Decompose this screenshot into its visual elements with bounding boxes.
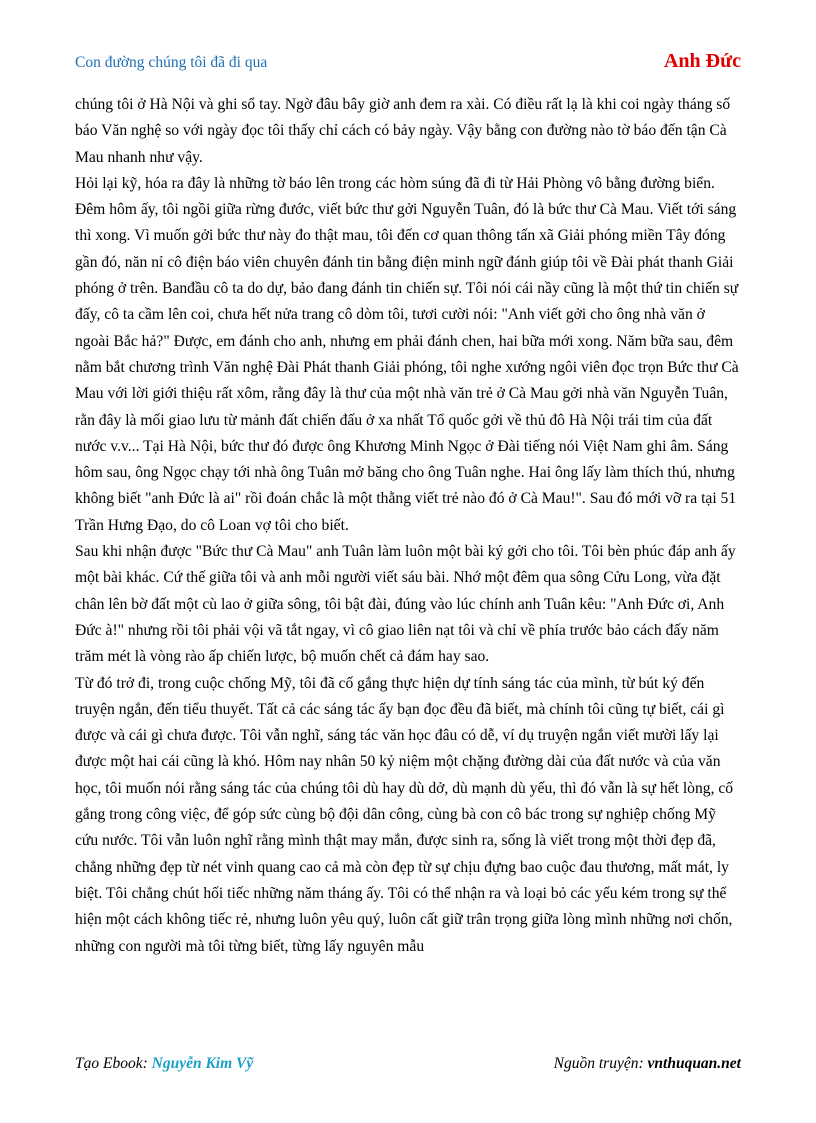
page-body <box>75 92 741 960</box>
source-separator: : <box>638 1055 648 1072</box>
ebook-credit <box>75 1055 253 1073</box>
paragraph: Từ đó trở đi, trong cuộc chống Mỹ, tôi đã cố gắng thực hiện dự tính sáng tác của mình, từ bút ký đến truyện ngắn, đến tiểu thuyết. Tất cả các sáng tác ấy bạn đọc đều đã biết, mà chính tôi cũng tự biết, cái gì được và cái gì chưa được. Tôi vẫn nghĩ, sáng tác văn học đâu có dễ, ví dụ truyện ngắn viết mười lấy lại được một hai cái cũng là khó. Hôm nay nhân 50 kỷ niệm một chặng đường dài của đất nước và của văn học, tôi muốn nói rằng sáng tác của chúng tôi dù hay dù dở, dù mạnh dù yếu, thì đó vẫn là sự hết lòng, cố gắng trong công việc, để góp sức cùng bộ đội dân công, cùng bà con cô bác trong sự nghiệp chống Mỹ cứu nước. Tôi vẫn luôn nghĩ rằng mình thật may mắn, được sinh ra, sống là viết trong một thời đẹp đã, chẳng những đẹp từ nét vinh quang cao cả mà còn đẹp từ sự chịu đựng bao cuộc đau thương, mất mát, ly biệt. Tôi chẳng chút hối tiếc những năm tháng ấy. Tôi có thể nhận ra và loại bỏ các yếu kém trong sự thể hiện một cách không tiếc rẻ, nhưng luôn yêu quý, luôn cất giữ trân trọng giữa lòng mình những nơi chốn, những con người mà tôi từng biết, từng lấy nguyên mẫu <box>75 674 734 955</box>
paragraph: Hỏi lại kỹ, hóa ra đây là những tờ báo lên trong các hòm súng đã đi từ Hải Phòng vô bằng đường biển. Đêm hôm ấy, tôi ngồi giữa rừng đước, viết bức thư gởi Nguyễn Tuân, đó là bức thư Cà Mau. Viết tới sáng thì xong. Vì muốn gởi bức thư này đo thật mau, tôi đến cơ quan thông tấn xã Giải phóng miền Tây đóng gần đó, năn nỉ cô điện báo viên chuyên đánh tin bằng điện minh ngữ đánh giúp tôi về Đài phát thanh Giải phóng ở trên. Banđầu cô ta do dự, bảo đang đánh tin chiến sự. Tôi nói cái nầy cũng là một thứ tin chiến sự đấy, cô ta cầm lên coi, chưa hết nửa trang cô dòm tôi, tươi cười nói: "Anh viết gởi cho ông nhà văn ở ngoài Bắc hả?" Được, em đánh cho anh, nhưng em phải đánh chen, hai bữa mới xong. Năm bữa sau, đêm nằm bắt chương trình Văn nghệ Đài Phát thanh Giải phóng, tôi nghe xướng ngôi viên đọc trọn Bức thư Cà Mau với lời giới thiệu rất xôm, rằng đây là thư của một nhà văn trẻ ở Cà Mau gởi nhà văn Nguyễn Tuân, rằn đây là mối giao lưu từ mảnh đất chiến đấu ở xa nhất Tổ quốc gởi về thủ đô Hà Nội trái tim của đất nước v.v... Tại Hà Nội, bức thư đó được ông Khương Minh Ngọc ở Đài tiếng nói Việt Nam ghi âm. Sáng hôm sau, ông Ngọc chạy tới nhà ông Tuân mở băng cho ông Tuân nghe. Hai ông lấy làm thích thú, nhưng không biết "anh Đức là ai" rồi đoán chắc là một thằng viết trẻ nào đó ở Cà Mau!". Sau đó mới vỡ ra tại 51 Trần Hưng Đạo, do cô Loan vợ tôi cho biết. <box>75 174 739 534</box>
page-header <box>75 50 741 76</box>
source-label: Nguồn truyện <box>553 1055 639 1072</box>
paragraph: Sau khi nhận được "Bức thư Cà Mau" anh Tuân làm luôn một bài ký gởi cho tôi. Tôi bèn phúc đáp anh ấy một bài khác. Cứ thế giữa tôi và anh mỗi người viết sáu bài. Nhớ một đêm qua sông Cửu Long, vừa đặt chân lên bờ đất một cù lao ở giữa sông, tôi bật đài, đúng vào lúc chính anh Tuân kêu: "Anh Đức ơi, Anh Đức à!" nhưng rồi tôi phải vội vã tắt ngay, vì cô giao liên nạt tôi và chỉ về phía trước bảo cách đấy năm trăm mét là vòng rào ấp chiến lược, bộ muốn chết cả đám hay sao. <box>75 543 736 666</box>
creator-label: Tạo Ebook <box>75 1055 143 1072</box>
book-title: Con đường chúng tôi đã đi qua <box>75 54 268 71</box>
page-footer <box>75 1055 741 1077</box>
author-name: Anh Đức <box>663 50 741 72</box>
source-name: vnthuquan.net <box>647 1055 741 1072</box>
source-credit <box>554 1055 741 1073</box>
paragraph: chúng tôi ở Hà Nội và ghi sổ tay. Ngờ đâu bây giờ anh đem ra xài. Có điều rất lạ là khi coi ngày tháng số báo Văn nghệ so với ngày đọc tôi thấy chỉ cách có bảy ngày. Vậy bằng con đường nào tờ báo đến tận Cà Mau nhanh như vậy. <box>75 96 731 166</box>
creator-separator: : <box>142 1055 152 1072</box>
creator-name: Nguyễn Kim Vỹ <box>151 1055 254 1072</box>
